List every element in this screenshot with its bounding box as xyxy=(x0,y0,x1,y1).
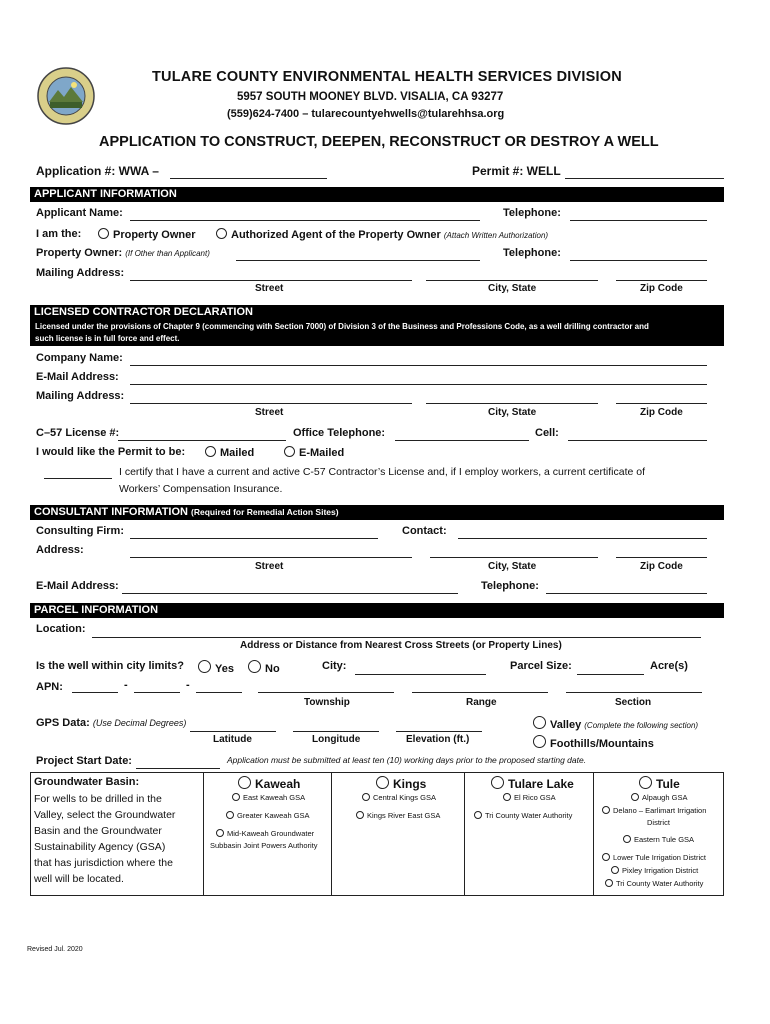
radio-circle-icon xyxy=(356,811,364,819)
start-date-note: Application must be submitted at least ten (10) working days prior to the proposed starting date. xyxy=(227,755,587,765)
property-owner-radio[interactable]: Property Owner xyxy=(98,228,196,241)
cell-field[interactable] xyxy=(568,440,707,441)
consultant-telephone-field[interactable] xyxy=(546,593,707,594)
apn-label: APN: xyxy=(36,681,63,693)
applicant-name-label: Applicant Name: xyxy=(36,207,123,219)
tule-radio[interactable]: Tule xyxy=(639,776,680,791)
location-caption: Address or Distance from Nearest Cross Streets (or Property Lines) xyxy=(240,640,562,651)
company-name-field[interactable] xyxy=(130,365,707,366)
apn-part2-field[interactable] xyxy=(134,692,180,693)
apn-part3-field[interactable] xyxy=(196,692,242,693)
foothills-radio[interactable]: Foothills/Mountains xyxy=(533,735,654,750)
radio-circle-icon xyxy=(491,776,504,789)
radio-circle-icon xyxy=(98,228,109,239)
eastern-tule-gsa-radio[interactable]: Eastern Tule GSA xyxy=(623,835,694,844)
radio-circle-icon xyxy=(611,866,619,874)
contractor-city-caption: City, State xyxy=(488,407,537,418)
certify-text-line1: I certify that I have a current and active C-57 Contractor’s License and, if I employ workers, a current certificate of xyxy=(119,466,646,478)
lower-tule-radio[interactable]: Lower Tule Irrigation District xyxy=(602,853,706,862)
radio-circle-icon xyxy=(232,793,240,801)
applicant-zip-field[interactable] xyxy=(616,280,707,281)
consulting-firm-label: Consulting Firm: xyxy=(36,525,124,537)
apn-dash: - xyxy=(186,679,190,691)
alpaugh-gsa-radio[interactable]: Alpaugh GSA xyxy=(631,793,687,802)
org-address: 5957 SOUTH MOONEY BLVD. VISALIA, CA 93277 xyxy=(237,91,504,103)
consultant-zip-caption: Zip Code xyxy=(640,561,683,572)
tulare-lake-radio[interactable]: Tulare Lake xyxy=(491,776,574,791)
cell-label: Cell: xyxy=(535,427,559,439)
longitude-field[interactable] xyxy=(293,731,379,732)
contractor-declaration-line2: such license is in full force and effect. xyxy=(35,334,180,343)
tulare-cell xyxy=(464,773,594,895)
township-caption: Township xyxy=(304,697,350,708)
property-owner-label: Property Owner: (If Other than Applicant) xyxy=(36,247,210,259)
radio-circle-icon xyxy=(226,811,234,819)
certify-initials-field[interactable] xyxy=(44,478,112,479)
kings-cell xyxy=(331,773,465,895)
applicant-telephone-label: Telephone: xyxy=(503,207,561,219)
consultant-email-label: E-Mail Address: xyxy=(36,580,119,592)
el-rico-gsa-radio[interactable]: El Rico GSA xyxy=(503,793,556,802)
radio-circle-icon xyxy=(623,835,631,843)
radio-circle-icon xyxy=(362,793,370,801)
emailed-radio[interactable]: E-Mailed xyxy=(284,446,344,459)
radio-circle-icon xyxy=(238,776,251,789)
mid-kaweah-gsa-radio[interactable]: Mid-Kaweah Groundwater xyxy=(216,829,314,838)
central-kings-gsa-radio[interactable]: Central Kings GSA xyxy=(362,793,436,802)
applicant-telephone-field[interactable] xyxy=(570,220,707,221)
acres-label: Acre(s) xyxy=(650,660,688,672)
property-owner-telephone-label: Telephone: xyxy=(503,247,561,259)
parcel-city-field[interactable] xyxy=(355,674,486,675)
contractor-mailing-label: Mailing Address: xyxy=(36,390,125,402)
radio-circle-icon xyxy=(605,879,613,887)
longitude-caption: Longitude xyxy=(312,734,361,745)
radio-circle-icon xyxy=(216,829,224,837)
applicant-mailing-label: Mailing Address: xyxy=(36,267,125,279)
radio-circle-icon xyxy=(631,793,639,801)
authorized-agent-radio[interactable]: Authorized Agent of the Property Owner (Attach Written Authorization) xyxy=(216,228,548,241)
groundwater-desc-line: Sustainability Agency (GSA) xyxy=(34,841,166,853)
radio-circle-icon xyxy=(248,660,261,673)
parcel-city-label: City: xyxy=(322,660,347,672)
contractor-declaration-line1: Licensed under the provisions of Chapter 9 (commencing with Section 7000) of Division 3 of the Business and Professions Code, as a well drilling contractor and xyxy=(35,322,649,331)
contractor-email-field[interactable] xyxy=(130,384,707,385)
parcel-size-label: Parcel Size: xyxy=(510,660,572,672)
contractor-street-caption: Street xyxy=(255,407,284,418)
license-number-label: C–57 License #: xyxy=(36,427,120,439)
mid-kaweah-gsa-line2: Subbasin Joint Powers Authority xyxy=(210,841,318,850)
parcel-size-field[interactable] xyxy=(577,674,644,675)
tri-county-tulare-radio[interactable]: Tri County Water Authority xyxy=(474,811,572,820)
property-owner-telephone-field[interactable] xyxy=(570,260,707,261)
consultant-contact-label: Contact: xyxy=(402,525,447,537)
east-kaweah-gsa-radio[interactable]: East Kaweah GSA xyxy=(232,793,305,802)
consultant-zip-field[interactable] xyxy=(616,557,707,558)
permit-preference-label: I would like the Permit to be: xyxy=(36,446,186,458)
consultant-telephone-label: Telephone: xyxy=(481,580,539,592)
permit-number-label: Permit #: WELL xyxy=(472,164,561,178)
city-limits-yes-radio[interactable]: Yes xyxy=(198,660,234,675)
apn-dash: - xyxy=(124,679,128,691)
iam-label: I am the: xyxy=(36,228,82,240)
radio-circle-icon xyxy=(198,660,211,673)
latitude-caption: Latitude xyxy=(213,734,252,745)
consultant-city-caption: City, State xyxy=(488,561,537,572)
applicant-city-caption: City, State xyxy=(488,283,537,294)
applicant-street-caption: Street xyxy=(255,283,284,294)
valley-radio[interactable]: Valley (Complete the following section) xyxy=(533,716,698,731)
groundwater-desc-line: that has jurisdiction where the xyxy=(34,857,173,869)
pixley-radio[interactable]: Pixley Irrigation District xyxy=(611,866,698,875)
radio-circle-icon xyxy=(602,806,610,814)
form-title: APPLICATION TO CONSTRUCT, DEEPEN, RECONSTRUCT OR DESTROY A WELL xyxy=(99,134,659,150)
radio-circle-icon xyxy=(376,776,389,789)
greater-kaweah-gsa-radio[interactable]: Greater Kaweah GSA xyxy=(226,811,310,820)
apn-part1-field[interactable] xyxy=(72,692,118,693)
permit-number-field[interactable] xyxy=(565,178,724,179)
groundwater-desc-line: For wells to be drilled in the xyxy=(34,793,162,805)
revision-date: Revised Jul. 2020 xyxy=(27,946,83,953)
mailed-radio[interactable]: Mailed xyxy=(205,446,254,459)
org-name: TULARE COUNTY ENVIRONMENTAL HEALTH SERVICES DIVISION xyxy=(152,69,622,85)
application-number-label: Application #: WWA – xyxy=(36,164,159,178)
groundwater-desc-line: well will be located. xyxy=(34,873,124,885)
consultant-street-caption: Street xyxy=(255,561,284,572)
location-label: Location: xyxy=(36,623,86,635)
contractor-street-field[interactable] xyxy=(130,403,412,404)
company-name-label: Company Name: xyxy=(36,352,123,364)
radio-circle-icon xyxy=(284,446,295,457)
township-field[interactable] xyxy=(258,692,394,693)
applicant-zip-caption: Zip Code xyxy=(640,283,683,294)
applicant-section-header: APPLICANT INFORMATION xyxy=(30,187,724,202)
radio-circle-icon xyxy=(216,228,227,239)
elevation-caption: Elevation (ft.) xyxy=(406,734,470,745)
tri-county-tule-radio[interactable]: Tri County Water Authority xyxy=(605,879,703,888)
application-number-field[interactable] xyxy=(170,178,327,179)
office-telephone-label: Office Telephone: xyxy=(293,427,386,439)
groundwater-desc-line: Valley, select the Groundwater xyxy=(34,809,176,821)
applicant-street-field[interactable] xyxy=(130,280,412,281)
property-owner-field[interactable] xyxy=(236,260,480,261)
contractor-zip-caption: Zip Code xyxy=(640,407,683,418)
contractor-section-header: LICENSED CONTRACTOR DECLARATION xyxy=(30,305,724,320)
contractor-email-label: E-Mail Address: xyxy=(36,371,119,383)
consultant-email-field[interactable] xyxy=(122,593,458,594)
section-caption: Section xyxy=(615,697,652,708)
city-limits-label: Is the well within city limits? xyxy=(36,660,184,672)
applicant-city-field[interactable] xyxy=(426,280,598,281)
range-caption: Range xyxy=(466,697,497,708)
applicant-name-field[interactable] xyxy=(130,220,480,221)
consulting-firm-field[interactable] xyxy=(130,538,378,539)
elevation-field[interactable] xyxy=(396,731,482,732)
start-date-label: Project Start Date: xyxy=(36,755,132,767)
city-limits-no-radio[interactable]: No xyxy=(248,660,280,675)
radio-circle-icon xyxy=(533,735,546,748)
kaweah-radio[interactable]: Kaweah xyxy=(238,776,300,791)
gps-label: GPS Data: (Use Decimal Degrees) xyxy=(36,717,187,729)
start-date-field[interactable] xyxy=(136,768,220,769)
groundwater-title: Groundwater Basin: xyxy=(34,776,140,788)
section-field[interactable] xyxy=(566,692,702,693)
county-seal-icon xyxy=(36,66,96,126)
range-field[interactable] xyxy=(412,692,548,693)
groundwater-desc-line: Basin and the Groundwater xyxy=(34,825,162,837)
consultant-city-field[interactable] xyxy=(430,557,598,558)
parcel-section-header: PARCEL INFORMATION xyxy=(30,603,724,618)
delano-earlimart-radio[interactable]: Delano – Earlimart Irrigation xyxy=(602,806,706,815)
radio-circle-icon xyxy=(474,811,482,819)
location-field[interactable] xyxy=(92,637,701,638)
latitude-field[interactable] xyxy=(190,731,276,732)
delano-earlimart-line2: District xyxy=(647,818,670,827)
contractor-city-field[interactable] xyxy=(426,403,598,404)
radio-circle-icon xyxy=(602,853,610,861)
radio-circle-icon xyxy=(533,716,546,729)
office-telephone-field[interactable] xyxy=(395,440,529,441)
kings-river-east-gsa-radio[interactable]: Kings River East GSA xyxy=(356,811,440,820)
kings-radio[interactable]: Kings xyxy=(376,776,426,791)
contractor-zip-field[interactable] xyxy=(616,403,707,404)
consultant-address-label: Address: xyxy=(36,544,84,556)
radio-circle-icon xyxy=(205,446,216,457)
license-number-field[interactable] xyxy=(118,440,286,441)
certify-text-line2: Workers’ Compensation Insurance. xyxy=(119,483,283,495)
radio-circle-icon xyxy=(639,776,652,789)
org-contact: (559)624-7400 – tularecountyehwells@tularehhsa.org xyxy=(227,108,505,120)
consultant-contact-field[interactable] xyxy=(458,538,707,539)
consultant-section-header: CONSULTANT INFORMATION (Required for Remedial Action Sites) xyxy=(30,505,724,520)
consultant-street-field[interactable] xyxy=(130,557,412,558)
radio-circle-icon xyxy=(503,793,511,801)
